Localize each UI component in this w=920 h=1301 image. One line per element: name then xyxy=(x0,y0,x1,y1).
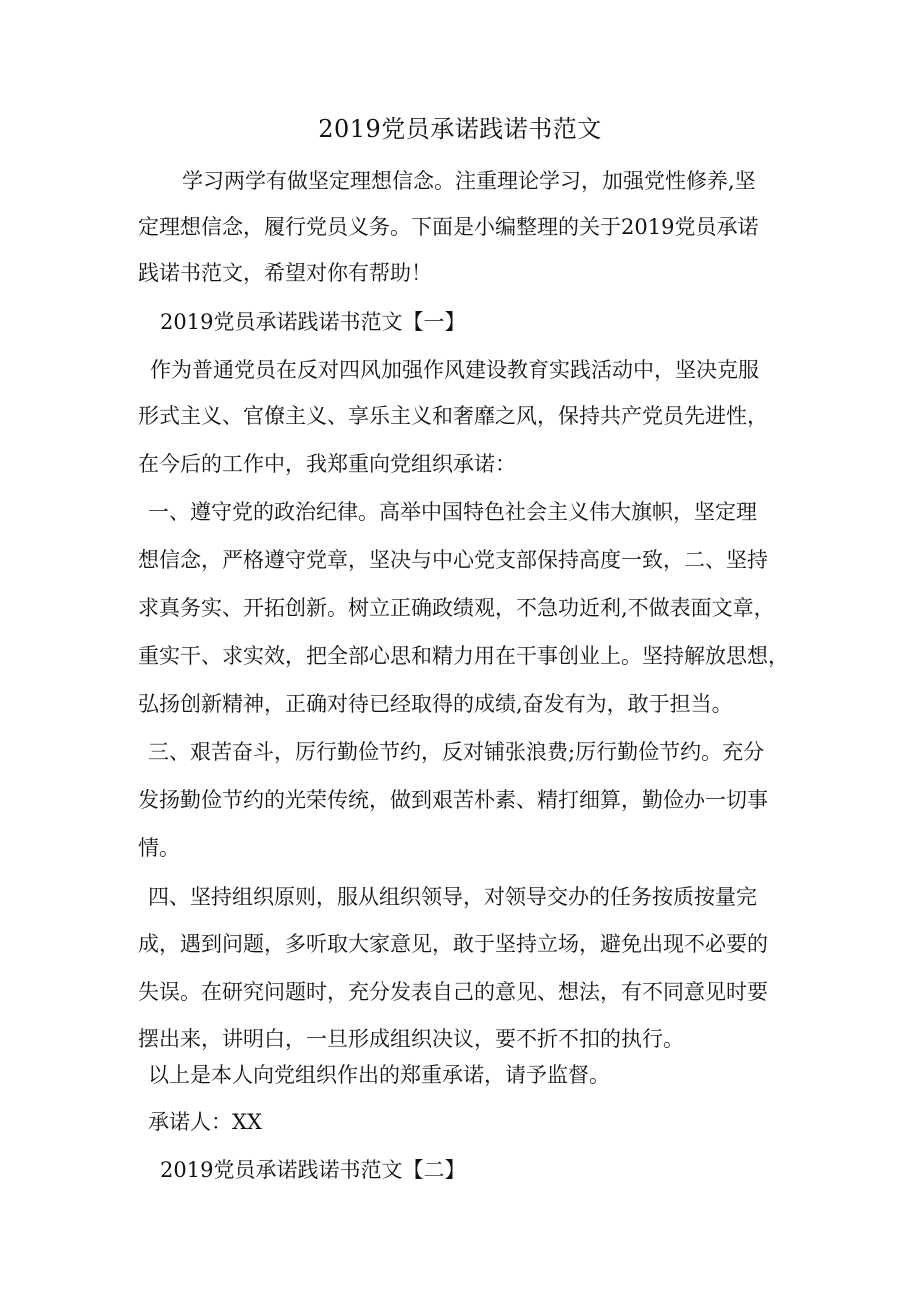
section1-lead-line: 在今后的工作中，我郑重向党组织承诺： xyxy=(138,452,516,476)
point-4-line: 摆出来，讲明白，一旦形成组织决议，要不折不扣的执行。 xyxy=(138,1027,684,1051)
intro-line: 定理想信念，履行党员义务。下面是小编整理的关于2019党员承诺 xyxy=(138,215,759,239)
point-1-line: 想信念，严格遵守党章，坚决与中心党支部保持高度一致，二、坚持 xyxy=(138,548,768,572)
point-3-line: 情。 xyxy=(138,836,180,860)
point-1-line: 求真务实、开拓创新。树立正确政绩观，不急功近利,不做表面文章， xyxy=(138,596,775,620)
point-4-line: 成，遇到问题，多听取大家意见，敢于坚持立场，避免出现不必要的 xyxy=(138,932,768,956)
point-4-line: 四、坚持组织原则，服从组织领导，对领导交办的任务按质按量完 xyxy=(148,885,757,909)
document-title: 2019党员承诺践诺书范文 xyxy=(318,115,602,143)
point-1-line: 弘扬创新精神，正确对待已经取得的成绩,奋发有为，敢于担当。 xyxy=(138,692,733,716)
point-1-line: 重实干、求实效，把全部心思和精力用在干事创业上。坚持解放思想， xyxy=(138,644,789,668)
point-3-line: 三、艰苦奋斗，厉行勤俭节约，反对铺张浪费;厉行勤俭节约。充分 xyxy=(148,740,765,764)
intro-line: 学习两学有做坚定理想信念。注重理论学习，加强党性修养,坚 xyxy=(182,169,756,193)
section-heading-1: 2019党员承诺践诺书范文【一】 xyxy=(160,310,466,334)
closing-statement: 以上是本人向党组织作出的郑重承诺，请予监督。 xyxy=(148,1063,610,1087)
point-1-line: 一、遵守党的政治纪律。高举中国特色社会主义伟大旗帜，坚定理 xyxy=(148,500,757,524)
intro-line: 践诺书范文，希望对你有帮助！ xyxy=(138,261,432,285)
section1-lead-line: 作为普通党员在反对四风加强作风建设教育实践活动中，坚决克服 xyxy=(150,358,759,382)
section1-lead-line: 形式主义、官僚主义、享乐主义和奢靡之风，保持共产党员先进性， xyxy=(138,404,768,428)
signature-line: 承诺人：XX xyxy=(148,1110,262,1134)
point-3-line: 发扬勤俭节约的光荣传统，做到艰苦朴素、精打细算，勤俭办一切事 xyxy=(138,788,768,812)
section-heading-2: 2019党员承诺践诺书范文【二】 xyxy=(160,1158,466,1182)
point-4-line: 失误。在研究问题时，充分发表自己的意见、想法，有不同意见时要 xyxy=(138,980,768,1004)
